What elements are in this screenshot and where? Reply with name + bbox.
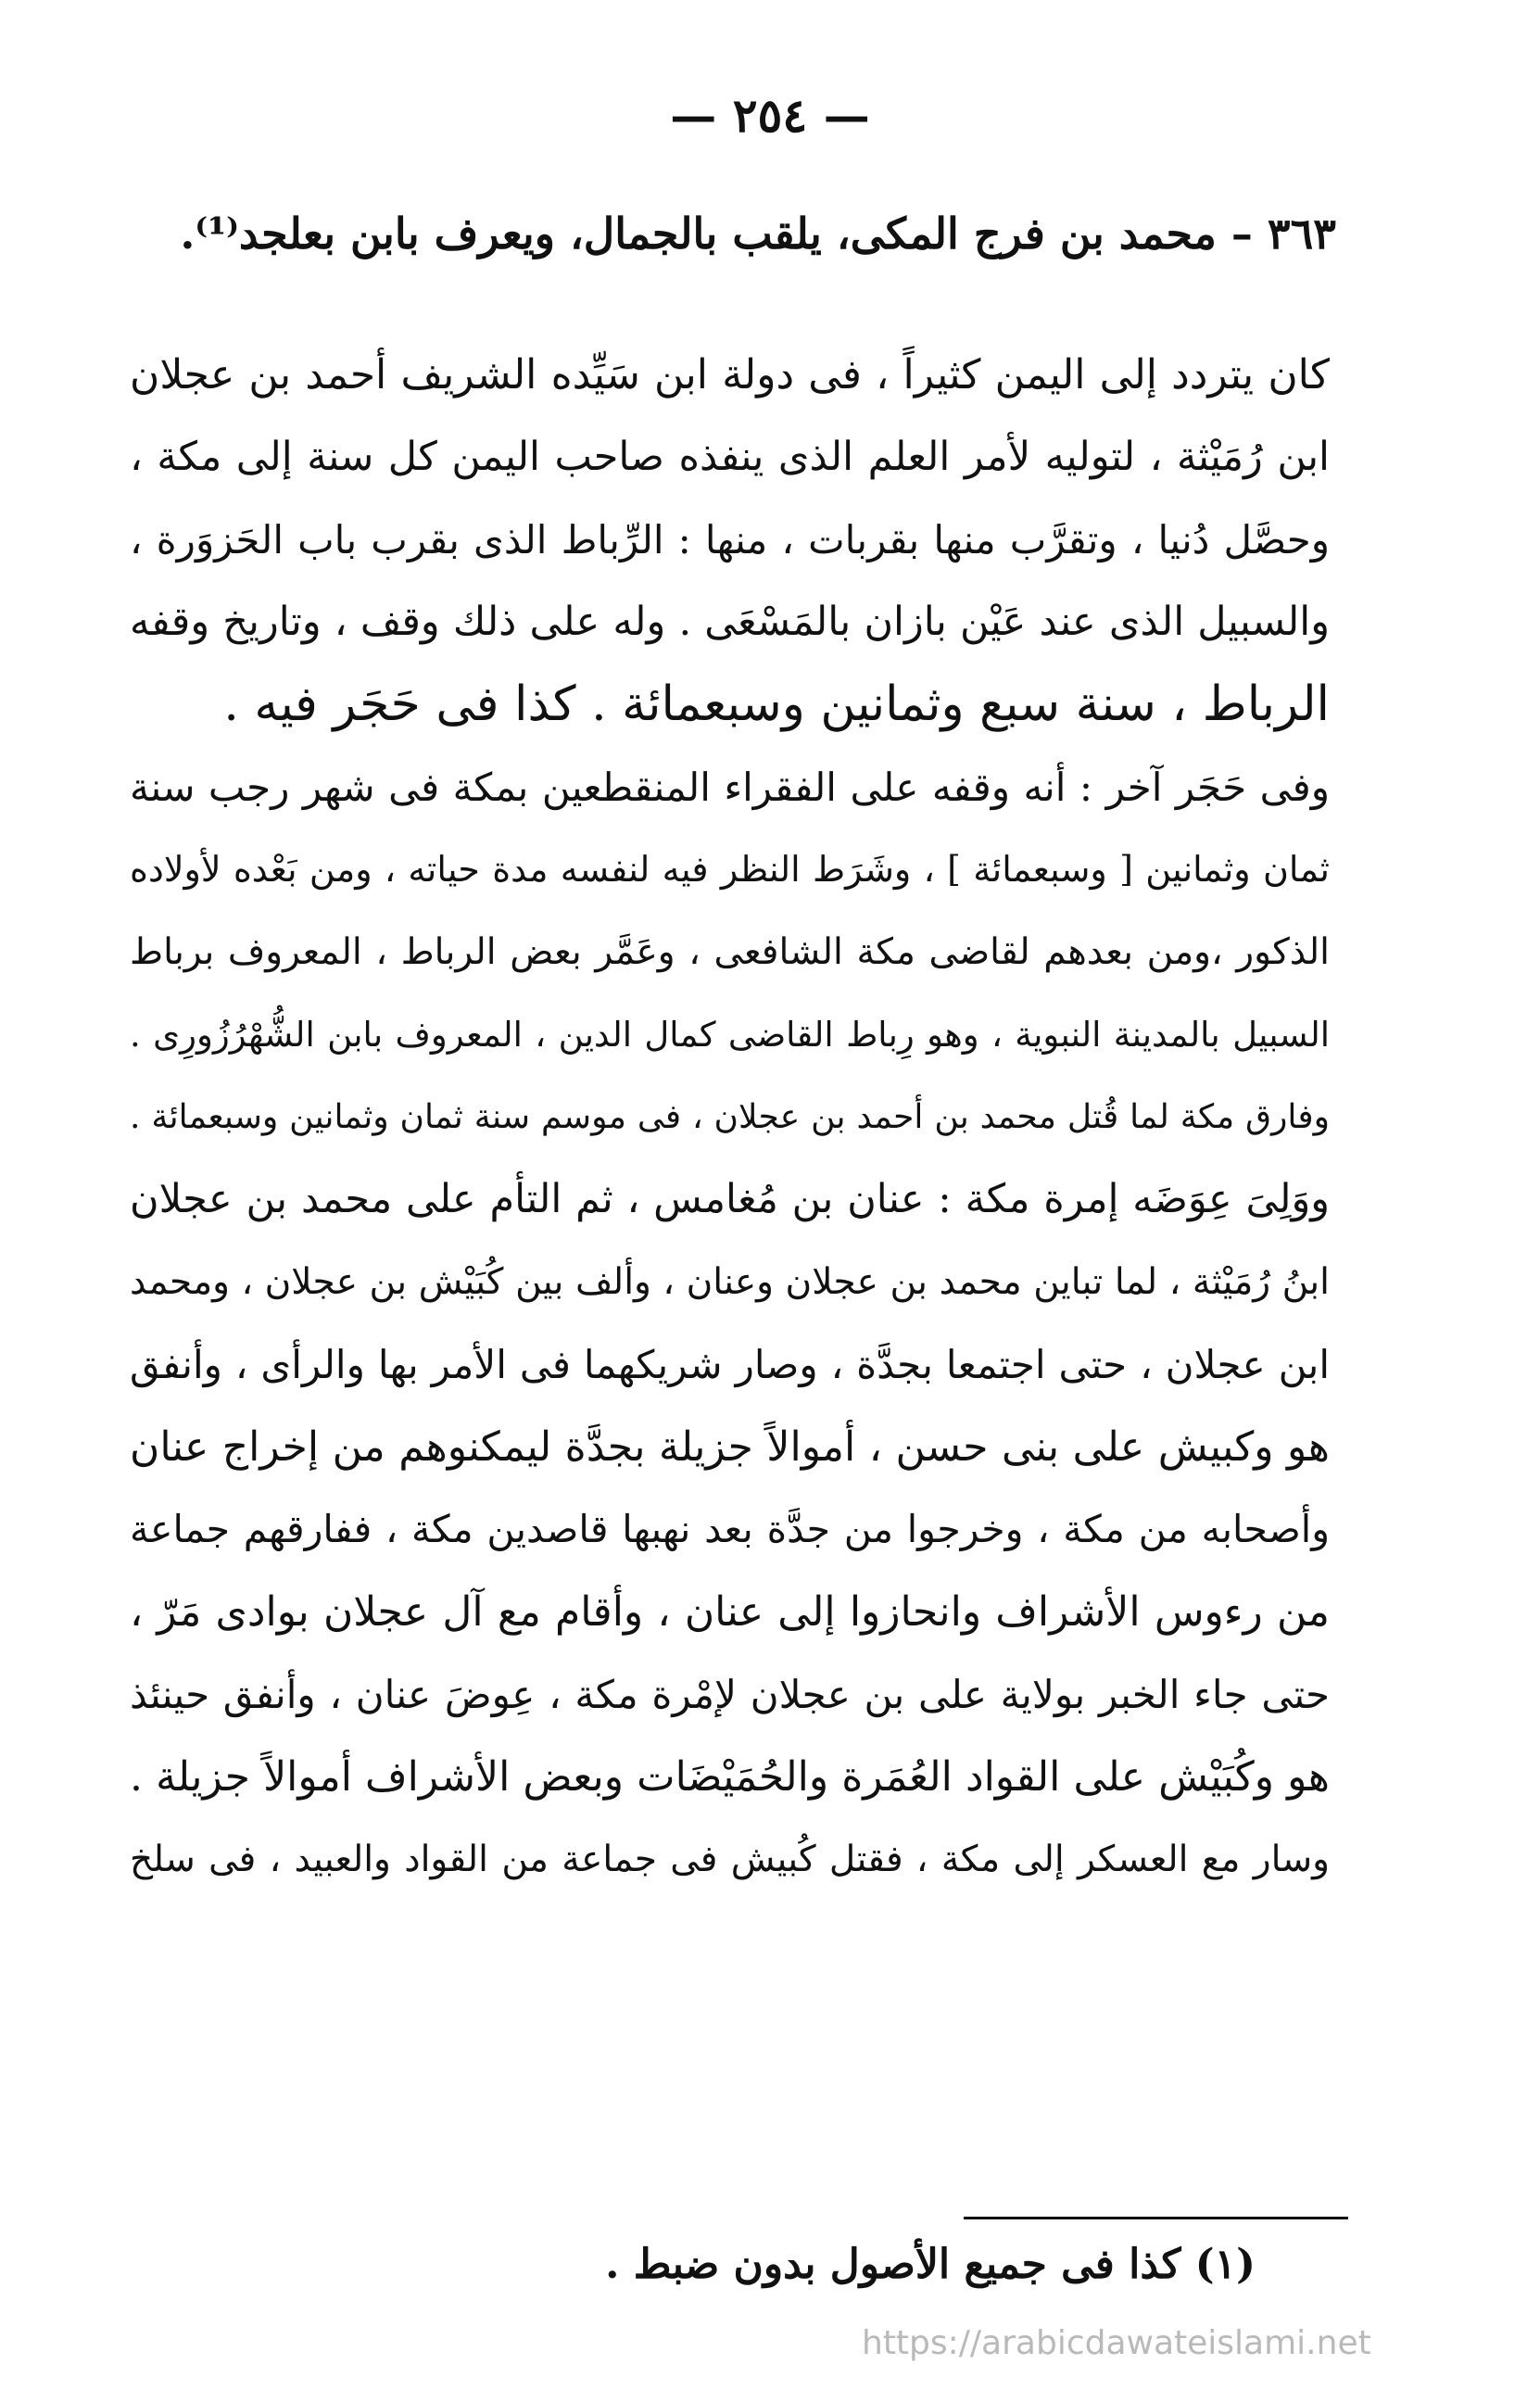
text-line: وفارق مكة لما قُتل محمد بن أحمد بن عجلان ، فى موسم سنة ثمان وثمانين وسبعمائة .: [130, 1098, 1330, 1136]
watermark-url: https://arabicdawateislami.net: [862, 2324, 1371, 2362]
text-line: الذكور ،ومن بعدهم لقاضى مكة الشافعى ، وعَمَّر بعض الرباط ، المعروف برباط: [130, 931, 1330, 973]
text-line: ثمان وثمانين [ وسبعمائة ] ، وشَرَط النظر فيه لنفسه مدة حياته ، ومن بَعْده لأولاده: [130, 849, 1330, 890]
text-line: حتى جاء الخبر بولاية على بن عجلان لإمْرة مكة ، عِوضَ عنان ، وأنفق حينئذ: [130, 1672, 1330, 1717]
text-line: وحصَّل دُنيا ، وتقرَّب منها بقربات ، منها : الرِّباط الذى بقرب باب الحَزوَرة ،: [130, 517, 1330, 563]
text-line: هو وكبيش على بنى حسن ، أموالاً جزيلة بجدَّة ليمكنوهم من إخراج عنان: [130, 1423, 1330, 1471]
text-line: ابن عجلان ، حتى اجتمعا بجدَّة ، وصار شريكهما فى الأمر بها والرأى ، وأنفق: [130, 1342, 1330, 1387]
text-line: كان يتردد إلى اليمن كثيراً ، فى دولة ابن سَيِّده الشريف أحمد بن عجلان: [130, 351, 1330, 398]
text-line: ووَلِىَ عِوَضَه إمرة مكة : عنان بن مُغامس ، ثم التأم على محمد بن عجلان: [130, 1176, 1330, 1222]
text-line: من رءوس الأشراف وانحازوا إلى عنان ، وأقام مع آل عجلان بوادى مَرّ ،: [130, 1588, 1330, 1636]
entry-heading: ٣٦٣ – محمد بن فرج المكى، يلقب بالجمال، ويعرف بابن بعلجد⁽¹⁾.: [180, 209, 1336, 259]
text-line: وأصحابه من مكة ، وخرجوا من جدَّة بعد نهبها قاصدين مكة ، ففارقهم جماعة: [130, 1507, 1330, 1551]
body-text: [130, 334, 1330, 1901]
text-line: ابن رُمَيْثة ، لتوليه لأمر العلم الذى ينفذه صاحب اليمن كل سنة إلى مكة ،: [130, 434, 1330, 480]
text-line: هو وكُبَيْش على القواد العُمَرة والحُمَيْضَات وبعض الأشراف أموالاً جزيلة .: [130, 1753, 1330, 1801]
text-line: وفى حَجَر آخر : أنه وقفه على الفقراء المنقطعين بمكة فى شهر رجب سنة: [130, 765, 1330, 810]
text-line: السبيل بالمدينة النبوية ، وهو رِباط القاضى كمال الدين ، المعروف بابن الشُّهْرُزُورِى .: [130, 1015, 1330, 1055]
footnote-divider: [964, 2217, 1348, 2219]
page-number: — ٢٥٤ —: [670, 88, 870, 143]
footnote: (١) كذا فى جميع الأصول بدون ضبط .: [605, 2241, 1256, 2288]
text-line: ابنُ رُمَيْثة ، لما تباين محمد بن عجلان وعنان ، وألف بين كُبَيْش بن عجلان ، ومحمد: [130, 1261, 1330, 1303]
text-line: وسار مع العسكر إلى مكة ، فقتل كُبيش فى جماعة من القواد والعبيد ، فى سلخ: [130, 1839, 1330, 1880]
text-line: والسبيل الذى عند عَيْن بازان بالمَسْعَى . وله على ذلك وقف ، وتاريخ وقفه: [130, 599, 1330, 645]
text-line: الرباط ، سنة سبع وثمانين وسبعمائة . كذا فى حَجَر فيه .: [223, 676, 1330, 732]
